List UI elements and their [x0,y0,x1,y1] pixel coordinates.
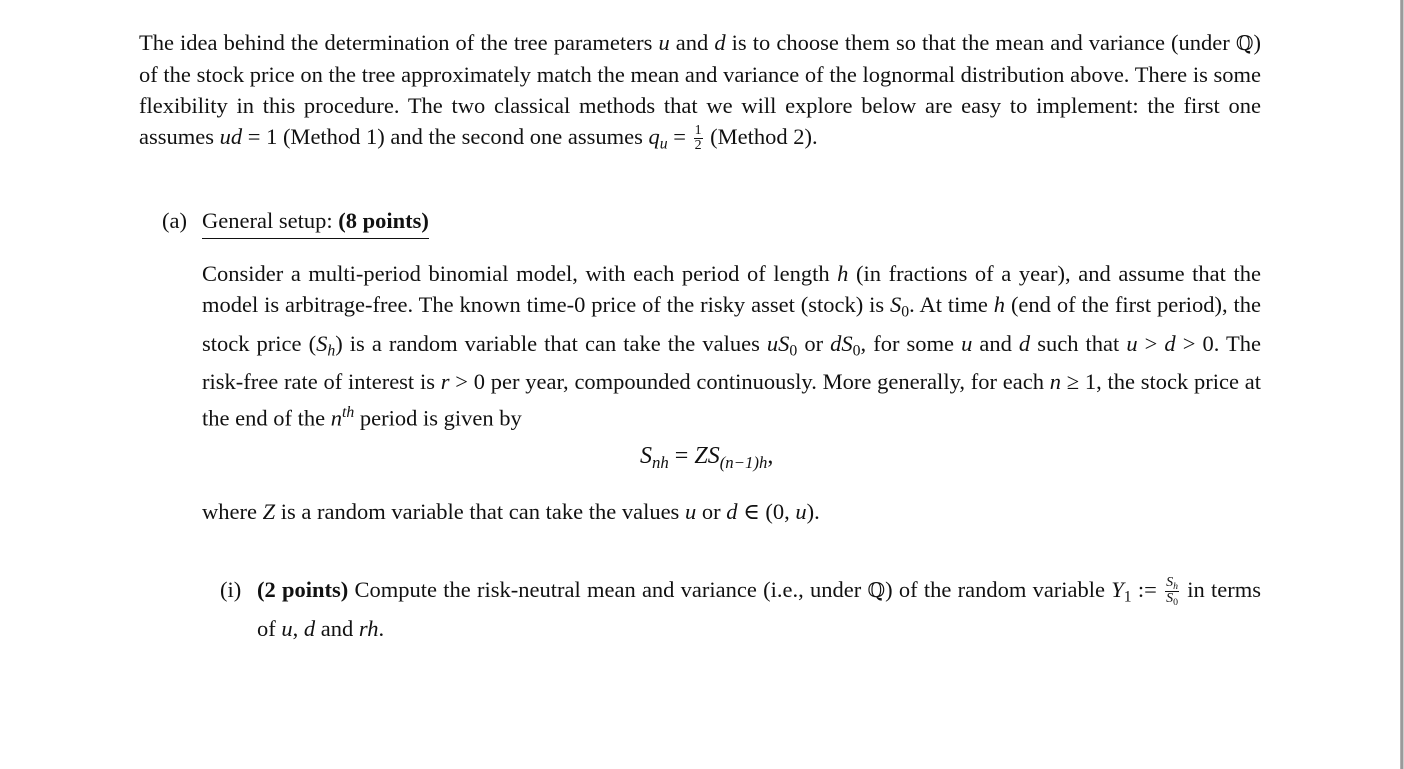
text: . At time [909,292,994,317]
text: = 1 (Method 1) and the second one assumes [242,124,649,149]
part-a-label: (a) [162,208,187,233]
text: in terms of [257,577,1261,641]
fraction-numerator [1165,576,1179,593]
math-ds: dS [830,330,853,356]
math-u: u [961,330,973,356]
math-u: u [1126,330,1138,356]
text: ) of the stock price on the tree approximately match the mean and variance of the lognormal distribution above. There is some flexibility in this procedure. The two classical methods that we will explore below are easy to implement: the first one assumes [139,30,1261,149]
math-d: d [303,615,316,641]
math-fraction-sh-over-s0 [1165,576,1179,608]
math-u: u [684,499,697,524]
math-d: d [714,30,726,55]
text: and [972,330,1019,356]
math-s: S [640,443,652,469]
math-z: Z [262,499,276,524]
text: = [667,124,692,149]
where-clause [202,496,1261,527]
math-h: h [837,261,849,286]
text: , [767,443,774,469]
math-d: d [726,499,738,524]
fraction-numerator: 1 [694,123,702,139]
math-s: S [316,330,328,356]
text: ) of the random variable [885,577,1112,602]
text: where [202,499,263,524]
text: is to choose them so that the mean and variance (under [725,30,1236,55]
text: > 0. The risk-free rate of interest is [202,330,1261,395]
math-equals: = [668,443,695,469]
text: (end of the first period), the stock price ( [202,292,1262,356]
fraction-denominator: 2 [694,138,702,154]
page-edge-border [1400,0,1404,769]
math-subscript: h [327,342,336,360]
math-s: S [707,443,720,469]
math-u: u [658,30,670,55]
part-a-title: General setup: [202,208,339,233]
text: (Method 2). [704,124,818,149]
math-subscript: nh [652,453,669,473]
math-s: S [1166,574,1174,590]
math-n: n [330,406,342,432]
math-subscript: 0 [1173,597,1178,609]
math-blackboard-q: ℚ [1235,31,1254,55]
text: The idea behind the determination of the tree parameters [139,30,659,55]
fraction-denominator [1165,592,1179,608]
math-d: d [1164,330,1176,356]
text: Consider a multi-period binomial model, with each period of length [202,261,838,286]
math-d: d [1018,330,1031,356]
intro-paragraph [139,27,1261,160]
text: ). [806,499,820,524]
math-rh: rh [358,615,379,641]
math-blackboard-q: ℚ [867,578,886,602]
math-z: Z [694,443,708,469]
math-u: u [281,615,293,641]
math-ud: ud [219,124,243,149]
math-subscript: 0 [901,303,910,321]
subpart-i-points: (2 points) [257,577,349,602]
math-subscript: 0 [852,342,861,360]
math-n: n [1049,369,1061,395]
text: and [669,30,715,55]
subpart-i-body [257,574,1261,644]
math-subscript: h [1173,580,1178,592]
part-a-points: (8 points) [338,208,429,233]
math-s: S [1166,591,1174,607]
text: and [315,615,359,641]
text: , [292,615,304,641]
text: ≥ 1, the stock price at the end of the [202,369,1261,432]
text: ) is a random variable that can take the values [335,330,767,356]
math-s: S [890,292,902,317]
text: or [696,499,727,524]
text: := [1131,577,1164,602]
text: > 0 per year, compounded continuously. More generally, for each [449,369,1050,395]
display-equation [640,440,773,479]
math-subscript: (n−1)h [719,453,768,473]
math-h: h [993,292,1006,317]
text: , for some [860,330,962,356]
text: such that [1030,330,1127,356]
math-y: Y [1111,577,1124,602]
math-subscript: u [659,135,668,153]
math-subscript: 0 [789,342,798,360]
text: period is given by [354,406,522,432]
math-r: r [440,369,450,395]
text: is a random variable that can take the values [275,499,685,524]
math-q: q [648,124,660,149]
math-superscript: th [341,404,355,422]
math-subscript: 1 [1123,588,1132,606]
text: . [378,615,385,641]
part-a-body [202,258,1261,434]
math-u: u [795,499,807,524]
text: (in fractions of a year), and assume that the model is arbitrage-free. The known time-0 price of the risky asset (stock) is [202,261,1261,317]
subpart-i-label: (i) [220,577,242,602]
text: or [797,330,831,356]
text: > [1137,330,1165,356]
text: ∈ (0, [737,499,796,524]
part-a-heading [202,205,429,239]
text: Compute the risk-neutral mean and variance (i.e., under [348,577,868,602]
math-us: uS [766,330,790,356]
math-fraction-half [694,124,703,153]
